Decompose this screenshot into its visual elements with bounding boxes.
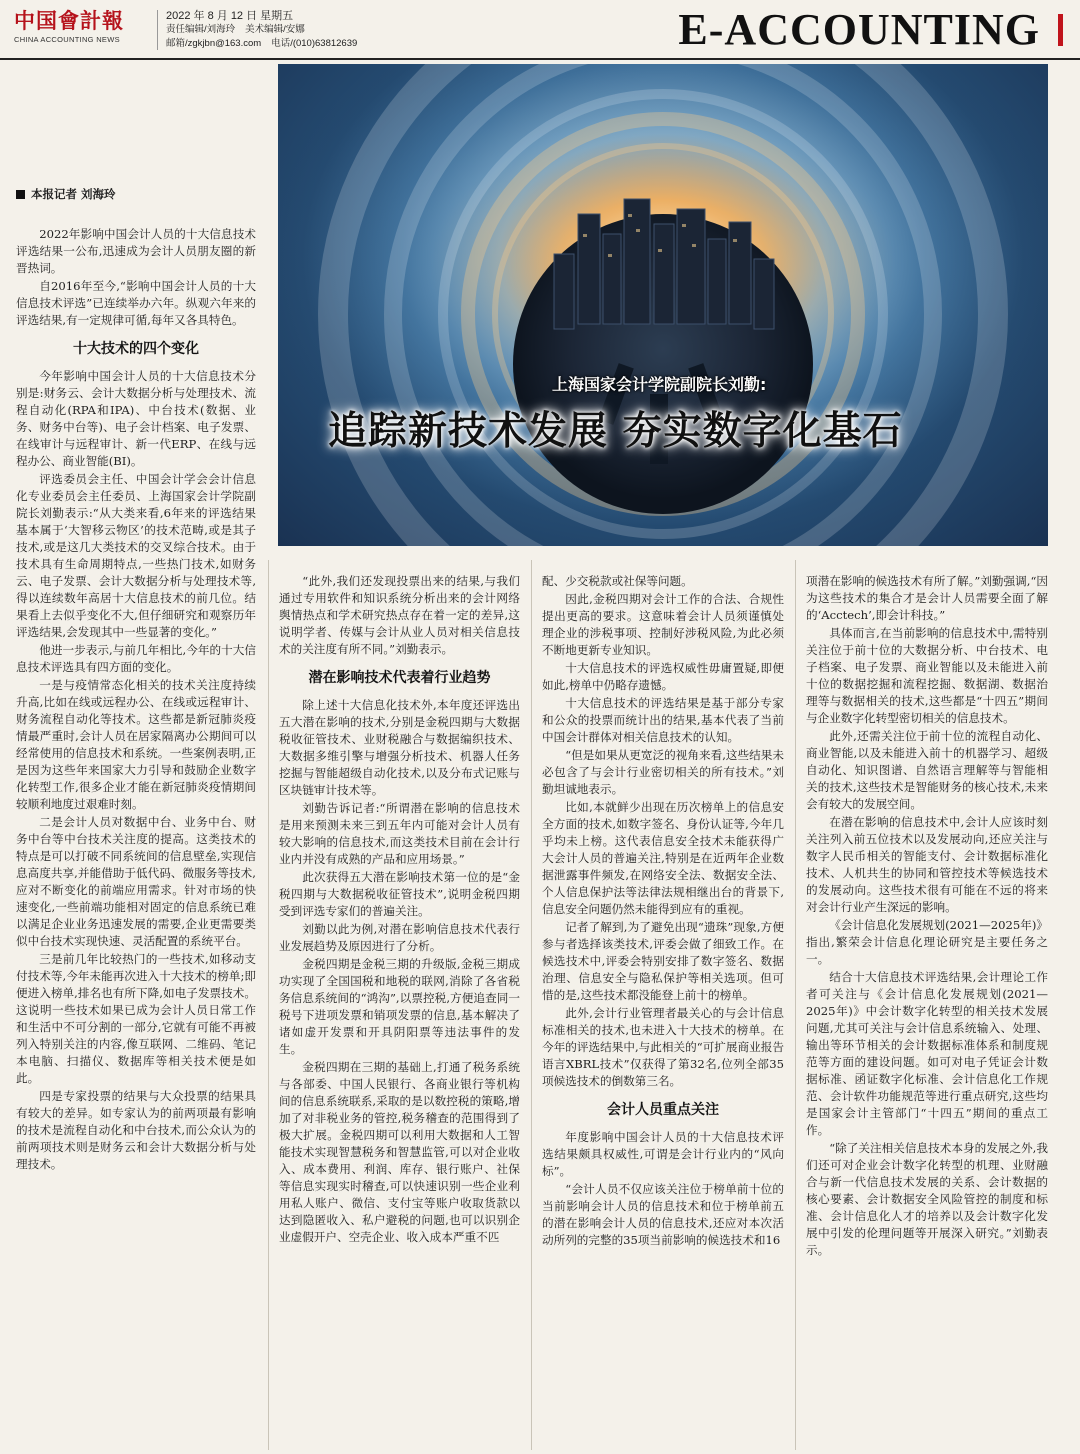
paragraph: 在潜在影响的信息技术中,会计人应该时刻关注列入前五位技术以及发展动向,还应关注与数字人民币相关的智能支付、会计数据标准化技术、人机共生的协同和管控技术等候选技术的发展动向。这些技术很有可能在不远的将来对会计行业产生深远的影响。 <box>806 815 1048 914</box>
paragraph: 具体而言,在当前影响的信息技术中,需特别关注位于前十位的大数据分析、中台技术、电子档案、电子发票、商业智能以及未能进入前十位的数据挖掘和流程挖掘、数据湖、数据治理等与数据相关的技术,这些都是“十四五”期间与企业数字化转型密切相关的信息技术。 <box>806 626 1048 725</box>
paragraph: 《会计信息化发展规划(2021—2025年)》指出,繁荣会计信息化理论研究是主要任务之一。 <box>806 918 1048 966</box>
paragraph: “除了关注相关信息技术本身的发展之外,我们还可对企业会计数字化转型的机理、业财融合与新一代信息技术发展的关系、会计数据的核心要素、会计数据安全风险管控的制度和标准、会计信息化人才的培养以及会计数字化发展中引发的伦理问题等开展深入研究。”刘勤表示。 <box>806 1141 1048 1257</box>
art-editor: 美术编辑/安娜 <box>245 24 305 35</box>
paragraph: 四是专家投票的结果与大众投票的结果具有较大的差异。如专家认为的前两项最有影响的技术是流程自动化和中台技术,而公众认为的前两项技术则是财务云和会计大数据分析与处理技术。 <box>16 1089 256 1171</box>
article-column-2 <box>279 573 520 1247</box>
newspaper-name-en: CHINA ACCOUNTING NEWS <box>14 35 120 44</box>
paragraph: “此外,我们还发现投票出来的结果,与我们通过专用软件和知识系统分析出来的会计网络舆情热点和学术研究热点存在着一定的差异,这说明学者、传媒与会计从业人员对相关信息技术的关注度有所不同。”刘勤表示。 <box>279 574 520 656</box>
paragraph: 此外,还需关注位于前十位的流程自动化、商业智能,以及未能进入前十的机器学习、超级自动化、知识图谱、自然语言理解等与智能相关的技术,这些技术是智能财务的核心技术,未来会有较大的发展空间。 <box>806 729 1048 811</box>
paragraph: 年度影响中国会计人员的十大信息技术评选结果颇具权威性,可谓是会计行业内的“风向标”。 <box>542 1130 784 1178</box>
article-column-4 <box>806 573 1048 1260</box>
newspaper-logo <box>14 8 154 46</box>
masthead-divider <box>157 10 158 50</box>
column-rule <box>795 560 796 1450</box>
paragraph: 刘勤告诉记者:“所谓潜在影响的信息技术是用来预测未来三到五年内可能对会计人员有较大影响的信息技术,而这类技术目前在会计行业内并没有成熟的产品和应用场景。” <box>279 801 520 866</box>
issue-date: 2022 年 8 月 12 日 星期五 <box>166 10 294 22</box>
byline <box>16 186 256 202</box>
paragraph: 刘勤以此为例,对潜在影响信息技术代表行业发展趋势及原因进行了分析。 <box>279 922 520 953</box>
square-bullet-icon <box>16 190 25 199</box>
headline-kicker: 上海国家会计学院副院长刘勤: <box>552 375 767 394</box>
hero-image <box>278 64 1048 546</box>
paragraph: 十大信息技术的评选权威性毋庸置疑,即便如此,榜单中仍略存遗憾。 <box>542 661 784 692</box>
section-marker <box>1058 14 1063 46</box>
paragraph: 二是会计人员对数据中台、业务中台、财务中台等中台技术关注度的提高。这类技术的特点是可以打破不同系统间的信息壁垒,实现信息高度共享,并能借助于低代码、微服务等技术,应对不断变化的前端应用需求。针对市场的快速变化,一些前端功能相对固定的信息系统已难以满足企业业务迅速发展的需要,企业更需要类似中台技术实现快速、灵活配置的系统平台。 <box>16 815 256 948</box>
paragraph: 他进一步表示,与前几年相比,今年的十大信息技术评选具有四方面的变化。 <box>16 643 256 674</box>
paragraph: 三是前几年比较热门的一些技术,如移动支付技术等,今年未能再次进入十大技术的榜单;即便进入榜单,排名也有所下降,如电子发票技术。这说明一些技术如果已成为会计人员日常工作和生活中不可分割的一部分,它就有可能不再被列入特别关注的内容,像互联网、二维码、笔记本电脑、扫描仪、数据库等相关技术便是如此。 <box>16 952 256 1085</box>
subheading: 十大技术的四个变化 <box>73 341 199 357</box>
paragraph: 项潜在影响的候选技术有所了解。”刘勤强调,“因为这些技术的集合才是会计人员需要全面了解的‘Acctech’,即会计科技。” <box>806 574 1048 622</box>
article-column-3 <box>542 573 784 1250</box>
paragraph: 金税四期在三期的基础上,打通了税务系统与各部委、中国人民银行、各商业银行等机构间的信息系统联系,采取的是以数控税的策略,增加了对非税业务的管控,税务稽查的范围得到了极大扩展。金税四期可以利用大数据和人工智能技术实现智慧税务和智慧监管,可以对企业收入、成本费用、利润、库存、银行账户、社保等信息实现实时稽查,可以快速识别一些企业利用私人账户、微信、支付宝等账户收取货款以达到隐匿收入、私户避税的问题,也可以识别企业虚假开户、空壳企业、收入成本严重不匹 <box>279 1060 520 1244</box>
paragraph: “但是如果从更宽泛的视角来看,这些结果未必包含了与会计行业密切相关的所有技术。”刘勤坦诚地表示。 <box>542 748 784 796</box>
paragraph: 因此,金税四期对会计工作的合法、合规性提出更高的要求。这意味着会计人员须谨慎处理企业的涉税事项、控制好涉税风险,为此必须不断地更新专业知识。 <box>542 592 784 657</box>
subheading: 潜在影响技术代表着行业趋势 <box>308 670 491 686</box>
subheading: 会计人员重点关注 <box>607 1102 719 1118</box>
column-rule <box>268 560 269 1450</box>
masthead-rule <box>0 58 1080 60</box>
headline: 追踪新技术发展 夯实数字化基石 <box>328 408 903 454</box>
section-title: E-ACCOUNTING <box>678 5 1040 54</box>
paragraph: 十大信息技术的评选结果是基于部分专家和公众的投票而统计出的结果,基本代表了当前中国会计群体对相关信息技术的认知。 <box>542 696 784 744</box>
newspaper-name-cn: 中国會計報 <box>14 8 124 33</box>
paragraph: 评选委员会主任、中国会计学会会计信息化专业委员会主任委员、上海国家会计学院副院长刘勤表示:“从大类来看,6年来的评选结果基本属于‘大智移云物区’的技术范畴,或是其子技术,或是这几大类技术的交叉综合技术。由于技术具有生命周期特点,一些热门技术,如财务云、电子发票、会计大数据分析与处理技术等,得以连续数年高居十大信息技术的前几位。结果看上去似乎变化不大,但仔细研究和观察历年评选结果,会发现其中一些显著的变化。” <box>16 472 256 639</box>
paragraph: 除上述十大信息化技术外,本年度还评选出五大潜在影响的技术,分别是金税四期与大数据税收征管技术、业财税融合与数据编织技术、大数据多维引擎与增强分析技术、机器人任务挖掘与智能超级自动化技术,以及分布式记账与区块链审计技术等。 <box>279 698 520 797</box>
paragraph: 记者了解到,为了避免出现“遗珠”现象,方便参与者选择该类技术,评委会做了细致工作。在候选技术中,评委会特别安排了数字签名、数据治理、信息安全与隐私保护等相关选项。但可惜的是,这些技术都没能登上前十的榜单。 <box>542 920 784 1002</box>
column-rule <box>531 560 532 1450</box>
paragraph: 自2016年至今,“影响中国会计人员的十大信息技术评选”已连续举办六年。纵观六年来的评选结果,有一定规律可循,每年又各具特色。 <box>16 279 256 327</box>
contact-phone: 电话/(010)63812639 <box>271 37 358 49</box>
paragraph: “会计人员不仅应该关注位于榜单前十位的当前影响会计人员的信息技术和位于榜单前五的潜在影响会计人员的信息技术,还应对本次活动所列的完整的35项当前影响的候选技术和16 <box>542 1182 784 1247</box>
contact-email: 邮箱/zgkjbn@163.com <box>166 37 262 49</box>
paragraph: 配、少交税款或社保等问题。 <box>542 574 693 588</box>
paragraph: 比如,本就鲜少出现在历次榜单上的信息安全方面的技术,如数字签名、身份认证等,今年几乎均未上榜。这代表信息安全技术未能获得广大会计人员的普遍关注,特别是在近两年企业数据泄露事件频发,在网络安全法、数据安全法、个人信息保护法等法律法规相继出台的背景下,信息安全问题仍然未能得到应有的重视。 <box>542 800 784 916</box>
issue-meta <box>166 9 357 50</box>
article-column-1 <box>16 186 256 1174</box>
paragraph: 此外,会计行业管理者最关心的与会计信息标准相关的技术,也未进入十大技术的榜单。在今年的评选结果中,与此相关的“可扩展商业报告语言XBRL技术”仅获得了第32名,位列全部35项候选技术的倒数第三名。 <box>542 1006 784 1088</box>
masthead <box>0 0 1080 62</box>
paragraph: 今年影响中国会计人员的十大信息技术分别是:财务云、会计大数据分析与处理技术、流程自动化(RPA和IPA)、中台技术(数据、业务、财务中台等)、电子会计档案、电子发票、在线审计与远程审计、新一代ERP、在线与远程办公、商业智能(BI)。 <box>16 369 256 468</box>
paragraph: 金税四期是金税三期的升级版,金税三期成功实现了全国国税和地税的联网,消除了各省税务信息系统间的“鸿沟”,以票控税,方便追查同一税号下进项发票和销项发票的信息,基本解决了诸如虚开发票和开具阴阳票等违法事件的发生。 <box>279 957 520 1056</box>
paragraph: 此次获得五大潜在影响技术第一位的是“金税四期与大数据税收征管技术”,说明金税四期受到评选专家们的普遍关注。 <box>279 870 520 918</box>
planet-city-illustration <box>278 64 1048 546</box>
paragraph: 2022年影响中国会计人员的十大信息技术评选结果一公布,迅速成为会计人员朋友圈的新晋热词。 <box>16 227 256 275</box>
paragraph: 一是与疫情常态化相关的技术关注度持续升高,比如在线或远程办公、在线或远程审计、财务流程自动化等技术。这些都是新冠肺炎疫情最严重时,会计人员在居家隔离办公期间可以经常使用的信息技术和系统。一些案例表明,正是因为这些年来国家大力引导和鼓励企业数字化转型工作,很多企业才能在新冠肺炎疫情期间较顺利地度过艰难时刻。 <box>16 678 256 811</box>
responsible-editor: 责任编辑/刘海玲 <box>166 24 236 35</box>
byline-text: 本报记者 刘海玲 <box>31 187 116 201</box>
paragraph: 结合十大信息技术评选结果,会计理论工作者可关注与《会计信息化发展规划(2021—2025年)》中会计数字化转型的相关技术发展问题,尤其可关注与会计信息系统输入、处理、输出等环节相关的会计数据标准体系和制度规范等方面的建设问题。如可对电子凭证会计数据标准、函证数字化标准、会计信息化工作规范、会计软件功能规范等进行重点研究,这些均是国家会计主管部门“十四五”期间的重点工作。 <box>806 970 1048 1137</box>
